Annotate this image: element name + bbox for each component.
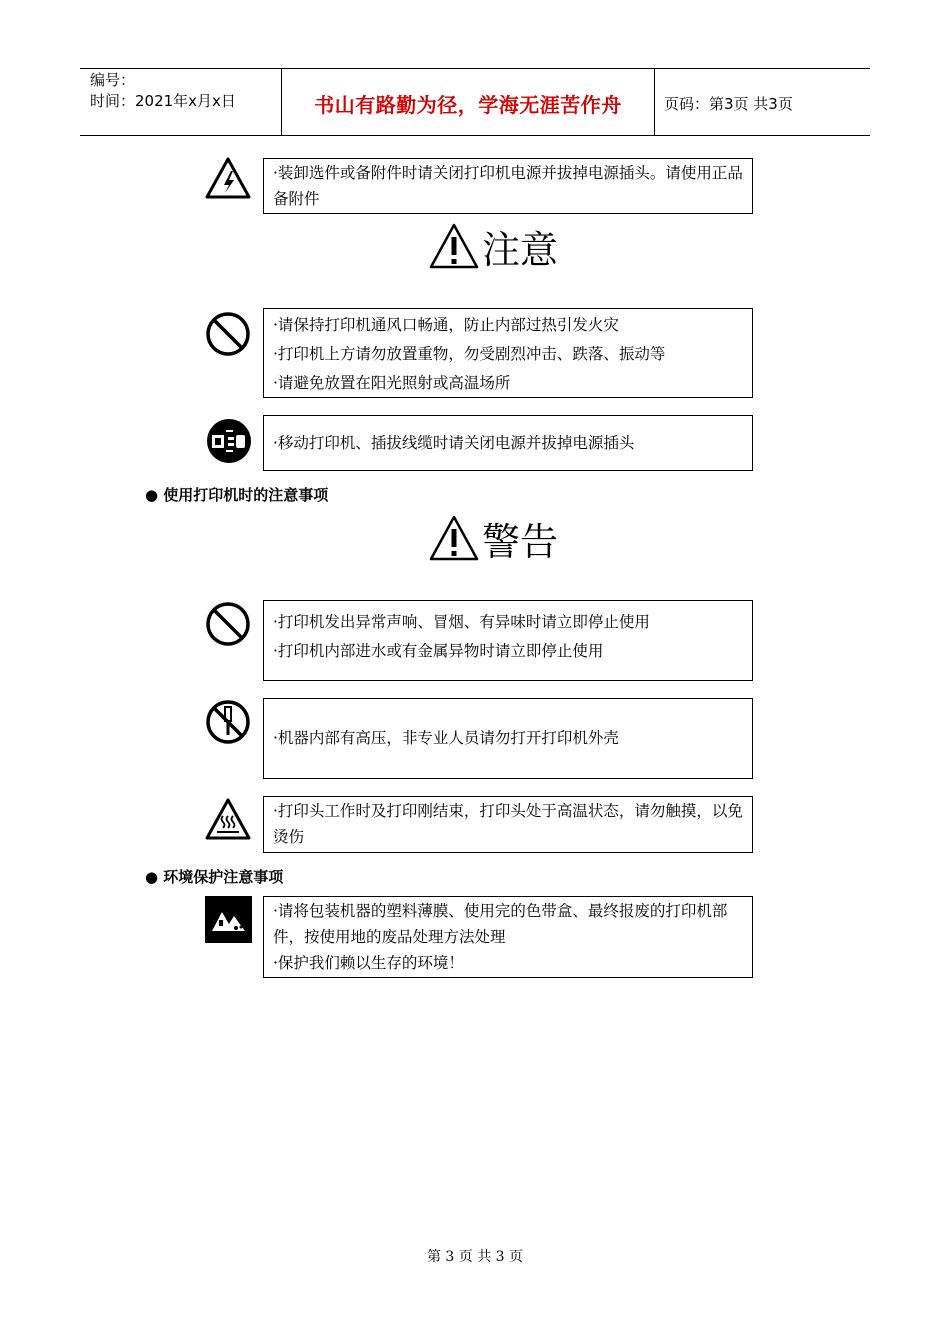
notice-line: ·打印机上方请勿放置重物，勿受剧烈冲击、跌落、振动等 <box>273 345 666 363</box>
notice-line: ·机器内部有高压，非专业人员请勿打开打印机外壳 <box>273 729 619 747</box>
usage-section-title: ● 使用打印机时的注意事项 <box>145 486 329 504</box>
electric-shock-warning-icon <box>204 156 252 204</box>
environment-section-title: ● 环境保护注意事项 <box>145 868 284 886</box>
warning-triangle-icon <box>428 514 480 562</box>
notice-line: ·请避免放置在阳光照射或高温场所 <box>273 374 511 392</box>
notice-line: ·保护我们赖以生存的环境！ <box>273 954 464 972</box>
unplug-icon <box>206 418 252 468</box>
notice-electric <box>263 158 753 214</box>
notice-line: ·请保持打印机通风口畅通，防止内部过热引发火灾 <box>273 316 619 334</box>
notice-caution-unplug <box>263 415 753 471</box>
prohibition-icon <box>205 601 251 651</box>
recycling-icon <box>205 896 252 947</box>
time-label: 时间：2021年x月x日 <box>90 92 236 110</box>
notice-line: ·装卸选件或备附件时请关闭打印机电源并拔掉电源插头。请使用正品备附件 <box>273 164 743 208</box>
warning-heading <box>428 512 558 564</box>
warning-title: 警告 <box>482 519 559 564</box>
notice-usage-hot <box>263 796 753 853</box>
header-top-rule <box>80 68 870 69</box>
caution-triangle-icon <box>428 222 480 270</box>
header-motto: 书山有路勤为径，学海无涯苦作舟 <box>314 92 622 117</box>
caution-heading <box>428 220 558 272</box>
prohibition-icon <box>205 311 251 361</box>
caution-title: 注意 <box>482 227 559 272</box>
header-meta <box>90 70 236 112</box>
page-footer: 第 3 页 共 3 页 <box>426 1249 524 1265</box>
notice-usage-prohibit <box>263 600 753 681</box>
notice-line: ·请将包装机器的塑料薄膜、使用完的色带盒、最终报废的打印机部件，按使用地的废品处理方法处理 <box>273 902 728 946</box>
notice-line: ·打印头工作时及打印刚结束，打印头处于高温状态，请勿触摸，以免烫伤 <box>273 802 743 846</box>
notice-line: ·打印机发出异常声响、冒烟、有异味时请立即停止使用 <box>273 613 650 631</box>
notice-caution-prohibit <box>263 308 753 398</box>
no-disassemble-icon <box>205 699 251 749</box>
notice-usage-no-disassemble <box>263 698 753 779</box>
header-divider-2 <box>654 68 655 136</box>
number-label: 编号： <box>90 71 136 89</box>
header-page-info: 页码：第3页 共3页 <box>664 94 793 113</box>
notice-line: ·打印机内部进水或有金属异物时请立即停止使用 <box>273 642 604 660</box>
notice-line: ·移动打印机、插拔线缆时请关闭电源并拔掉电源插头 <box>273 433 635 452</box>
hot-surface-icon <box>204 797 252 845</box>
notice-environment <box>263 896 753 978</box>
